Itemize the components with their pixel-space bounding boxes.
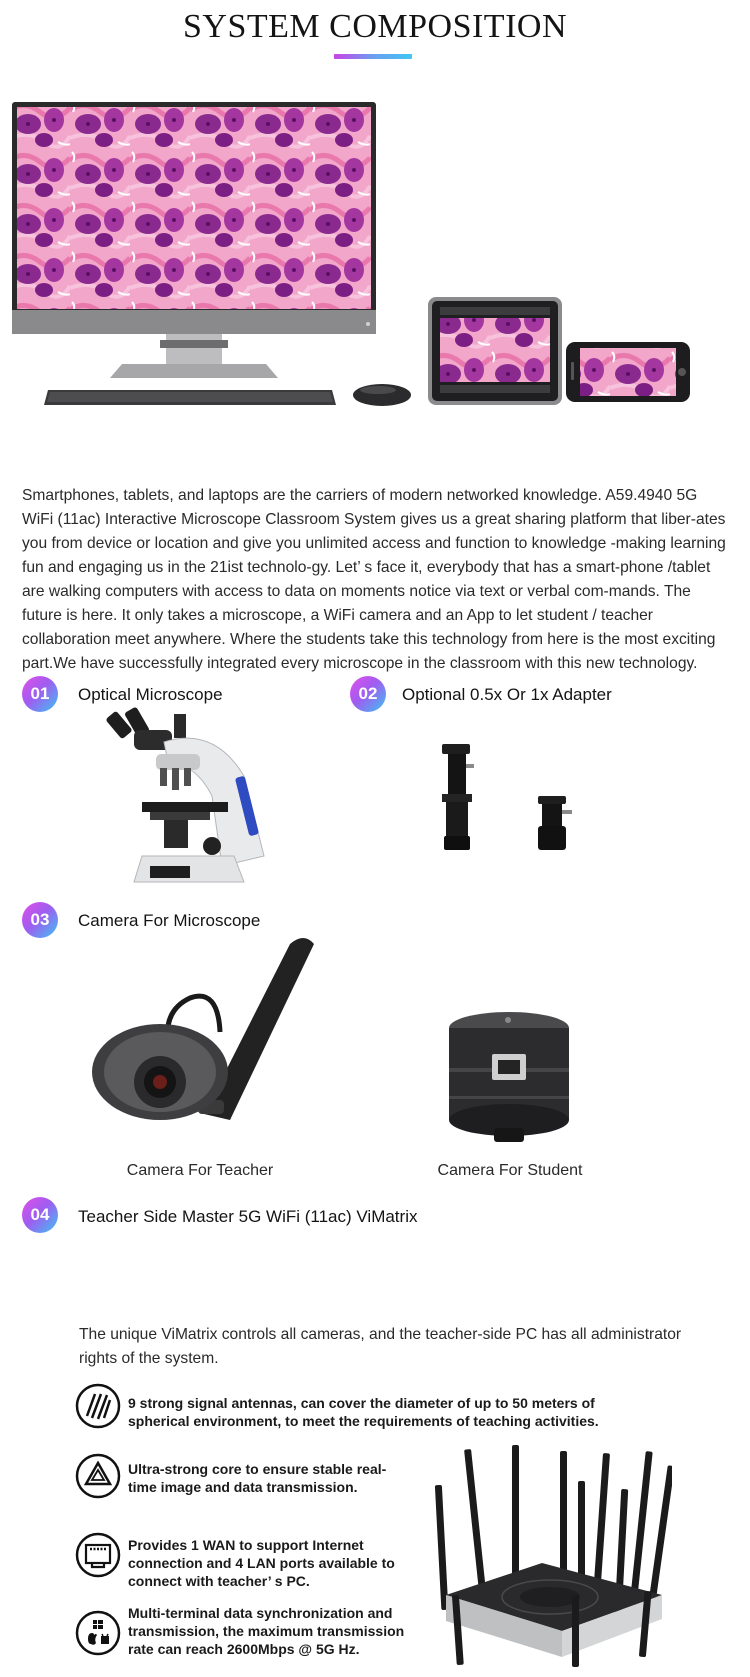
microscope-image bbox=[104, 706, 274, 886]
feature-antennas-text: 9 strong signal antennas, can cover the diameter of up to 50 meters of spherical environment, to meet the requirements of teaching activities. bbox=[128, 1395, 599, 1429]
section-04-title: Teacher Side Master 5G WiFi (11ac) ViMatrix bbox=[78, 1207, 418, 1226]
intro-paragraph: Smartphones, tablets, and laptops are the carriers of modern networked knowledge. A59.4940 5G WiFi (11ac) Interactive Microscope Classroom System gives us a great sharing platform that liber-ates you from device or location and give you unlimited access and function to knowledge -making learning fun and engaging us in the 21ist technolo-gy. Let’ s face it, everybody that has a smart-phone /tablet are walking computers with access to data on moments notice via text or verbal com-mands. The future is here. It only takes a microscope, a WiFi camera and an App to let student / teacher collaboration meet anywhere. Where the students take this technology from here is the most exciting part.We have successfully integrated every microscope in the classroom with this new technology. bbox=[22, 487, 726, 672]
feature-ports-text: Provides 1 WAN to support Internet connection and 4 LAN ports available to connect with teacher’ s PC. bbox=[128, 1537, 395, 1589]
adapter-image bbox=[432, 744, 592, 856]
router-image bbox=[432, 1445, 672, 1670]
page-title: SYSTEM COMPOSITION bbox=[183, 8, 567, 45]
triangle-core-icon bbox=[74, 1452, 122, 1500]
section-02-badge: 02 bbox=[350, 676, 386, 712]
multi-platform-icon bbox=[74, 1609, 122, 1657]
teacher-camera-image bbox=[90, 932, 330, 1122]
monitor-screen bbox=[17, 107, 371, 309]
teacher-camera-caption: Camera For Teacher bbox=[126, 1162, 274, 1179]
antenna-lines-icon bbox=[74, 1382, 122, 1430]
section-04-badge: 04 bbox=[22, 1197, 58, 1233]
section-04-description: The unique ViMatrix controls all cameras, and the teacher-side PC has all administrator rights of the system. bbox=[79, 1326, 682, 1367]
section-03-badge: 03 bbox=[22, 902, 58, 938]
student-camera-caption: Camera For Student bbox=[437, 1162, 583, 1179]
feature-core-text: Ultra-strong core to ensure stable real-time image and data transmission. bbox=[128, 1461, 387, 1495]
section-03-title: Camera For Microscope bbox=[78, 911, 261, 930]
hero-devices-image bbox=[10, 100, 745, 450]
feature-sync-text: Multi-terminal data synchronization and transmission, the maximum transmission rate can reach 2600Mbps @ 5G Hz. bbox=[128, 1605, 405, 1657]
student-camera-image bbox=[444, 1010, 574, 1146]
ethernet-port-icon bbox=[74, 1531, 122, 1579]
section-01-badge: 01 bbox=[22, 676, 58, 712]
section-02-title: Optional 0.5x Or 1x Adapter bbox=[402, 685, 612, 704]
section-01-title: Optical Microscope bbox=[78, 685, 223, 704]
title-underline bbox=[334, 54, 412, 59]
